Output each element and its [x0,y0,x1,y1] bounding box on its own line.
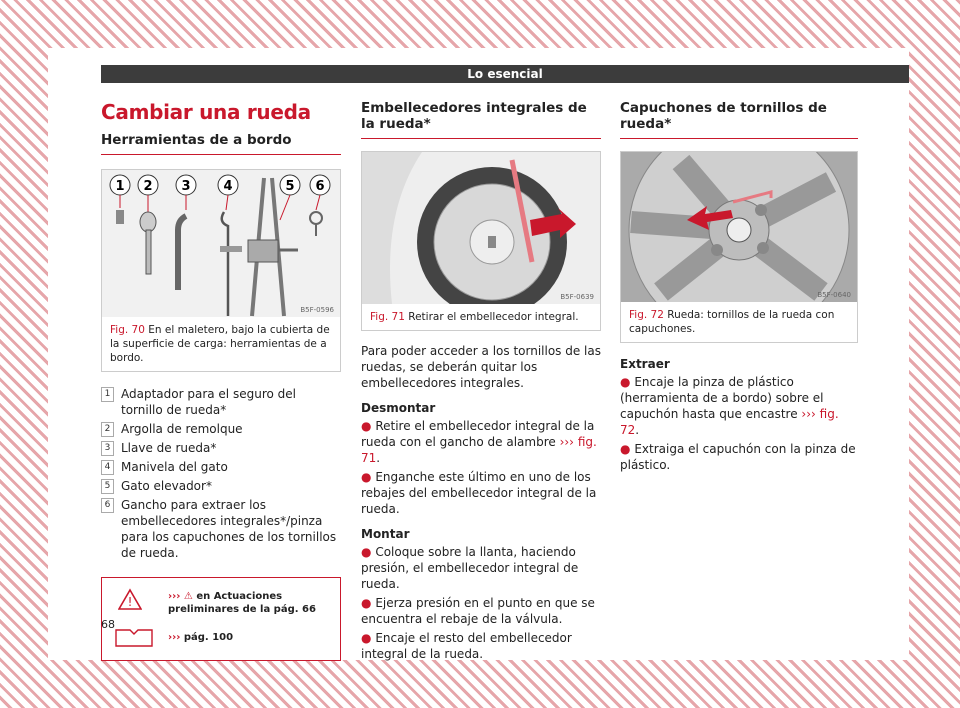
intro-paragraph: Para poder acceder a los tornillos de las ruedas, se deberán quitar los embellecedores integrales. [361,344,601,390]
bolt-cap-removal-icon [621,152,857,302]
note-link[interactable]: ››› pág. 100 [168,632,234,643]
subheading-extraer: Extraer [620,357,670,371]
list-item: 4 Manivela del gato [101,459,341,475]
figure-ref-link[interactable]: fig. 71 [361,435,597,465]
section-header: Lo esencial [101,65,909,83]
bullet-item: ● Encaje la pinza de plástico (herramienta de a bordo) sobre el capuchón hasta que encastre ››› fig. 72. [620,375,839,437]
svg-text:5: 5 [285,179,295,194]
subheading-montar: Montar [361,527,410,541]
bullet-item: ● Extraiga el capuchón con la pinza de plástico. [620,442,856,472]
svg-text:3: 3 [181,179,191,194]
section-title: Capuchones de tornillos de rueda* [620,100,858,139]
bullet-item: ● Coloque sobre la llanta, haciendo presión, el embellecedor integral de rueda. [361,545,579,591]
list-item: 2 Argolla de remolque [101,421,341,437]
bullet-item: ● Ejerza presión en el punto en que se encuentra el rebaje de la válvula. [361,596,595,626]
section-subtitle: Herramientas de a bordo [101,132,341,155]
figure-code: B5F-0596 [300,306,334,314]
hubcap-illustration [362,152,600,304]
bullet-item: ● Retire el embellecedor integral de la rueda con el gancho de alambre ››› fig. 71. [361,419,597,465]
tools-illustration [102,170,340,317]
figure-label: Fig. 70 [110,324,145,336]
book-note-icon [114,626,154,650]
svg-text:6: 6 [315,179,325,194]
figure-caption: Fig. 71 Retirar el embellecedor integral. [370,311,579,323]
bullet-item: ● Enganche este último en uno de los rebajes del embellecedor integral de la rueda. [361,470,597,516]
svg-text:4: 4 [223,179,233,194]
page [48,48,909,660]
figure-71 [361,151,601,331]
bolt-cap-illustration [621,152,857,302]
column-bolt-caps [620,88,858,473]
tools-drawing-icon [102,170,340,317]
figure-caption-text: En el maletero, bajo la cubierta de la superficie de carga: herramientas de a bordo. [110,324,330,364]
list-item: 1 Adaptador para el seguro del tornillo de rueda* [101,386,341,418]
figure-caption: Fig. 72 Rueda: tornillos de la rueda con capuchones. [629,309,835,335]
tools-list [101,386,341,561]
hubcap-removal-icon [362,152,600,304]
svg-text:!: ! [127,595,133,609]
figure-caption [102,317,340,371]
list-item: 5 Gato elevador* [101,478,341,494]
warning-link[interactable]: ››› ⚠ en Actuaciones preliminares de la pág. 66 [168,591,316,615]
column-tools [101,88,341,661]
list-item: 3 Llave de rueda* [101,440,341,456]
svg-text:1: 1 [115,179,125,194]
list-item: 6 Gancho para extraer los embellecedores integrales*/pinza para los capuchones de los tornillos de rueda. [101,497,341,561]
column-hubcaps [361,88,601,662]
warning-box [101,577,341,661]
figure-70 [101,169,341,372]
figure-code: B5F-0640 [817,291,851,299]
bullet-item: ● Encaje el resto del embellecedor integral de la rueda. [361,631,572,661]
svg-text:2: 2 [143,179,153,194]
figure-code: B5F-0639 [560,293,594,301]
warning-triangle-icon [118,588,142,610]
subheading-desmontar: Desmontar [361,401,436,415]
figure-ref-link[interactable]: fig. 72 [620,407,839,437]
section-title: Embellecedores integrales de la rueda* [361,100,601,139]
page-number: 68 [101,618,115,631]
page-title: Cambiar una rueda [101,100,311,124]
figure-72 [620,151,858,343]
